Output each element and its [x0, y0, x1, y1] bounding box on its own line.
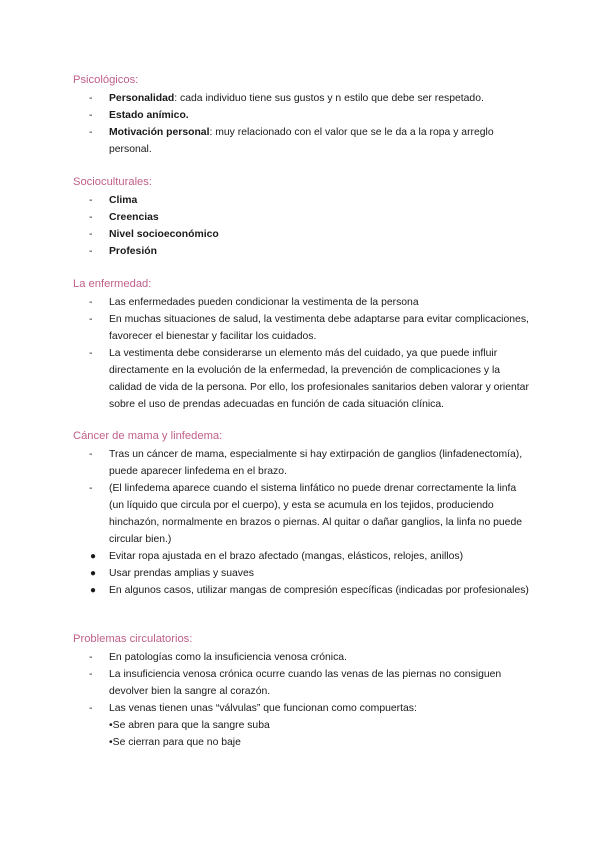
list-item: - Tras un cáncer de mama, especialmente si hay extirpación de ganglios (linfadenectomía), puede aparecer linfedema en el brazo. [89, 449, 523, 477]
list-item: - Motivación personal: muy relacionado con el valor que se le da a la ropa y arreglo personal. [89, 127, 494, 155]
list-item: - Nivel socioeconómico [89, 229, 219, 240]
section-heading: Socioculturales: [73, 176, 152, 188]
section-enfermedad [73, 276, 533, 413]
bullet-list [73, 192, 533, 260]
list-item: ● En algunos casos, utilizar mangas de compresión específicas (indicadas por profesionales) [90, 585, 529, 596]
bullet-list [73, 649, 533, 751]
list-item: - En patologías como la insuficiencia venosa crónica. [89, 652, 347, 663]
list-item: - Clima [89, 195, 138, 206]
section-heading: La enfermedad: [73, 278, 152, 290]
list-item: - (El linfedema aparece cuando el sistema linfático no puede drenar correctamente la linfa (un líquido que circula por el cuerpo), y esta se acumula en los tejidos, produciendo hinchazón, normalmente en brazos o piernas. Al quitar o dañar ganglios, la linfa no puede circular bien.) [89, 483, 523, 545]
section-socioculturales [73, 174, 533, 260]
bullet-list [73, 294, 533, 413]
list-item: - Estado anímico. [89, 110, 189, 121]
list-item: - Profesión [89, 246, 157, 257]
sub-item: •Se abren para que la sangre suba [109, 720, 270, 731]
section-heading: Cáncer de mama y linfedema: [73, 430, 223, 442]
section-heading: Problemas circulatorios: [73, 633, 193, 645]
section-heading: Psicológicos: [73, 74, 139, 86]
list-item: - Personalidad: cada individuo tiene sus gustos y n estilo que debe ser respetado. [89, 93, 484, 104]
section-problemas-circulatorios [73, 631, 533, 751]
list-item: - La insuficiencia venosa crónica ocurre cuando las venas de las piernas no consiguen devolver bien la sangre al corazón. [89, 669, 502, 697]
list-item: - La vestimenta debe considerarse un elemento más del cuidado, ya que puede influir directamente en la evolución de la enfermedad, la prevención de complicaciones y la calidad de vida de la persona. Por ello, los profesionales sanitarios deben valorar y orientar sobre el uso de prendas adecuadas en función de cada situación clínica. [89, 348, 529, 410]
list-item: - Las enfermedades pueden condicionar la vestimenta de la persona [89, 297, 419, 308]
bullet-list [73, 446, 533, 599]
list-item: ● Usar prendas amplias y suaves [90, 568, 254, 579]
list-item: - Creencias [89, 212, 159, 223]
list-item: ● Evitar ropa ajustada en el brazo afectado (mangas, elásticos, relojes, anillos) [90, 551, 464, 562]
section-cancer-de-mama [73, 428, 533, 599]
bullet-list [73, 90, 533, 158]
sub-item: •Se cierran para que no baje [109, 737, 241, 748]
section-psicologicos [73, 72, 533, 158]
list-item: - Las venas tienen unas “válvulas” que funcionan como compuertas: •Se abren para que la sangre suba •Se cierran para que no baje [73, 700, 533, 751]
list-item: - En muchas situaciones de salud, la vestimenta debe adaptarse para evitar complicaciones, favorecer el bienestar y facilitar los cuidados. [89, 314, 529, 342]
